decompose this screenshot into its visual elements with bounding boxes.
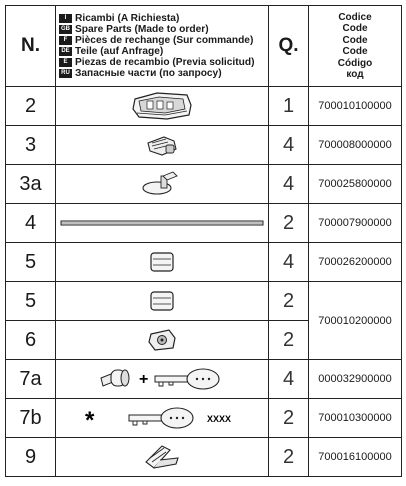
part-code: 700016100000 bbox=[309, 438, 402, 477]
t-bolt-icon bbox=[139, 170, 185, 198]
flag-de-icon: DE bbox=[59, 47, 72, 56]
part-image bbox=[56, 282, 269, 321]
flag-ru-icon: RU bbox=[59, 69, 72, 78]
part-number: 6 bbox=[6, 321, 56, 360]
part-code: 700025800000 bbox=[309, 165, 402, 204]
table-header bbox=[6, 6, 402, 87]
part-number: 3a bbox=[6, 165, 56, 204]
plastic-housing-icon bbox=[127, 89, 197, 123]
part-code: 700026200000 bbox=[309, 243, 402, 282]
part-code: 700007900000 bbox=[309, 204, 402, 243]
part-number: 5 bbox=[6, 282, 56, 321]
code-column-header: Codice Code Code Code Código код bbox=[309, 6, 402, 87]
part-image bbox=[56, 204, 269, 243]
part-image bbox=[56, 87, 269, 126]
language-line-es: E Piezas de recambio (Previa solicitud) bbox=[59, 57, 268, 68]
part-code: 700010100000 bbox=[309, 87, 402, 126]
part-quantity: 2 bbox=[269, 321, 309, 360]
rubber-strip-icon bbox=[59, 218, 265, 228]
end-cap-icon bbox=[147, 288, 177, 314]
part-quantity: 4 bbox=[269, 126, 309, 165]
flag-es-icon: E bbox=[59, 58, 72, 67]
part-number: 3 bbox=[6, 126, 56, 165]
part-number: 7b bbox=[6, 399, 56, 438]
table-row bbox=[6, 360, 402, 399]
part-quantity: 2 bbox=[269, 204, 309, 243]
flag-gb-icon: GB bbox=[61, 26, 70, 32]
key-code-text: XXXX bbox=[207, 414, 232, 424]
part-quantity: 2 bbox=[269, 282, 309, 321]
flag-it-icon: I bbox=[59, 14, 72, 23]
table-row bbox=[6, 243, 402, 282]
language-line-de: DE Teile (auf Anfrage) bbox=[59, 46, 268, 57]
language-line-ru: RU Запасные части (по запросу) bbox=[59, 68, 268, 79]
table-row bbox=[6, 282, 402, 321]
part-number: 9 bbox=[6, 438, 56, 477]
part-quantity: 4 bbox=[269, 243, 309, 282]
part-code: 700010300000 bbox=[309, 399, 402, 438]
plus-sign: + bbox=[139, 371, 149, 388]
allen-key-icon bbox=[140, 442, 184, 472]
language-line-fr: F Pièces de rechange (Sur commande) bbox=[59, 35, 268, 46]
table-row bbox=[6, 87, 402, 126]
number-column-header: N. bbox=[6, 6, 56, 87]
part-number: 5 bbox=[6, 243, 56, 282]
asterisk-note: * bbox=[85, 407, 95, 433]
screw-clip-icon bbox=[142, 131, 182, 159]
part-image bbox=[56, 165, 269, 204]
language-line-it: I Ricambi (A Richiesta) bbox=[59, 13, 268, 24]
part-number: 7a bbox=[6, 360, 56, 399]
part-image bbox=[56, 243, 269, 282]
part-image bbox=[56, 438, 269, 477]
part-code: 000032900000 bbox=[309, 360, 402, 399]
part-quantity: 2 bbox=[269, 399, 309, 438]
table-row bbox=[6, 126, 402, 165]
part-quantity: 4 bbox=[269, 165, 309, 204]
table-row bbox=[6, 438, 402, 477]
flag-fr-icon: F bbox=[59, 36, 72, 45]
part-quantity: 2 bbox=[269, 438, 309, 477]
end-cap-icon bbox=[147, 249, 177, 275]
part-quantity: 4 bbox=[269, 360, 309, 399]
key-icon bbox=[59, 403, 265, 433]
part-image bbox=[56, 399, 269, 438]
part-image bbox=[56, 360, 269, 399]
part-image bbox=[56, 126, 269, 165]
quantity-column-header: Q. bbox=[269, 6, 309, 87]
table-row bbox=[6, 165, 402, 204]
lock-cylinder-and-key-icon bbox=[97, 364, 227, 394]
lock-cover-icon bbox=[145, 326, 179, 354]
part-number: 2 bbox=[6, 87, 56, 126]
part-image bbox=[56, 321, 269, 360]
part-code: 700010200000 bbox=[309, 282, 402, 360]
part-quantity: 1 bbox=[269, 87, 309, 126]
spare-parts-table bbox=[5, 5, 402, 477]
table-row bbox=[6, 399, 402, 438]
part-code: 700008000000 bbox=[309, 126, 402, 165]
part-number: 4 bbox=[6, 204, 56, 243]
table-row bbox=[6, 204, 402, 243]
language-line-gb: GB Spare Parts (Made to order) bbox=[61, 24, 209, 35]
description-column-header bbox=[56, 6, 269, 87]
